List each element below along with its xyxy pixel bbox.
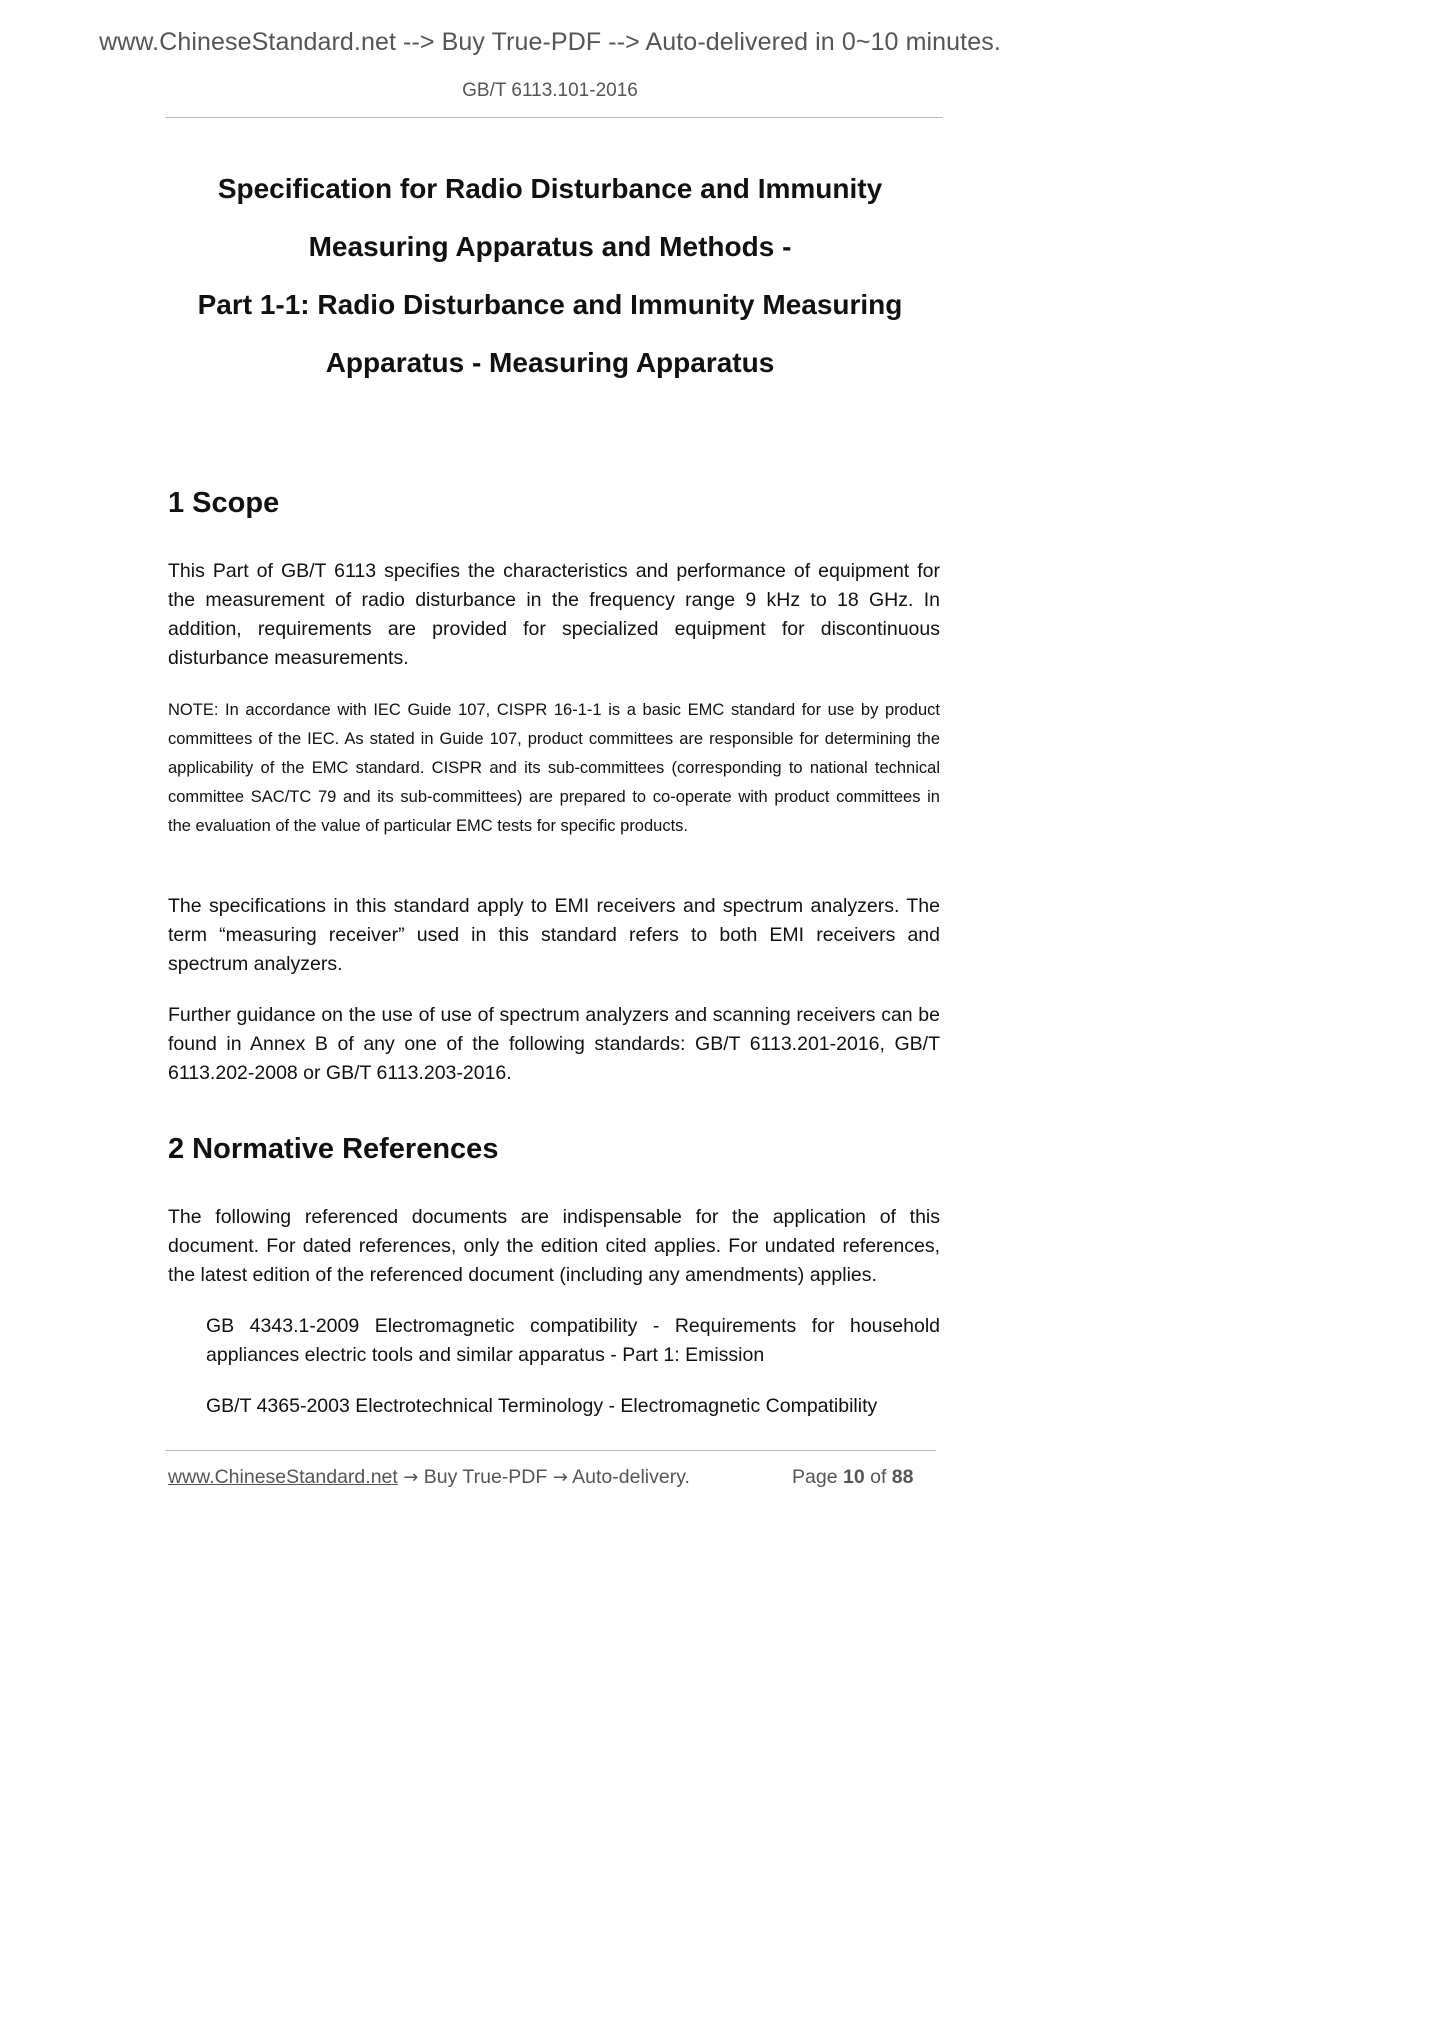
title-line-1: Specification for Radio Disturbance and Immunity (217, 173, 883, 204)
page-number: 10 (842, 1466, 865, 1488)
scope-note: NOTE: In accordance with IEC Guide 107, CISPR 16-1-1 is a basic EMC standard for use by product committees of the IEC. As stated in Guide 107, product committees are responsible for determining the applicability of the EMC standard. CISPR and its sub-committees (corresponding to national technical committee SAC/TC 79 and its sub-committees) are prepared to co-operate with product committees in the evaluation of the value of particular EMC tests for specific products. (168, 701, 940, 835)
scope-paragraph-1: This Part of GB/T 6113 specifies the characteristics and performance of equipment for the measurement of radio disturbance in the frequency range 9 kHz to 18 GHz. In addition, requirements are provided for specialized equipment for discontinuous disturbance measurements. (168, 560, 940, 669)
footer-buy-text: Buy True-PDF (423, 1466, 548, 1488)
document-title (120, 160, 980, 392)
reference-item: GB 4343.1-2009 Electromagnetic compatibility - Requirements for household appliances electric tools and similar apparatus - Part 1: Emission (206, 1315, 940, 1366)
arrow-right-icon: → (552, 1467, 568, 1488)
header-divider (165, 117, 943, 118)
footer-promo (168, 1466, 690, 1489)
section-2-heading: 2 Normative References (168, 1133, 499, 1165)
footer-site-link[interactable]: www.ChineseStandard.net (168, 1466, 398, 1488)
of-label: of (870, 1466, 887, 1488)
footer-divider (165, 1450, 936, 1451)
page-total: 88 (891, 1466, 914, 1488)
section-1-heading: 1 Scope (168, 487, 280, 519)
page-indicator (792, 1466, 913, 1489)
site-banner: www.ChineseStandard.net --> Buy True-PDF --> Auto-delivered in 0~10 minutes. (99, 28, 1001, 56)
title-line-4: Apparatus - Measuring Apparatus (325, 347, 775, 378)
scope-paragraph-2: The specifications in this standard apply to EMI receivers and spectrum analyzers. The term “measuring receiver” used in this standard refers to both EMI receivers and spectrum analyzers. (168, 895, 940, 975)
title-line-2: Measuring Apparatus and Methods - (308, 231, 792, 262)
reference-item: GB/T 4365-2003 Electrotechnical Terminology - Electromagnetic Compatibility (206, 1395, 878, 1417)
references-intro: The following referenced documents are indispensable for the application of this document. For dated references, only the edition cited applies. For undated references, the latest edition of the referenced document (including any amendments) applies. (168, 1206, 940, 1286)
scope-paragraph-3: Further guidance on the use of use of spectrum analyzers and scanning receivers can be found in Annex B of any one of the following standards: GB/T 6113.201-2016, GB/T 6113.202-2008 or GB/T 6113.203-2016. (168, 1004, 940, 1084)
document-id: GB/T 6113.101-2016 (462, 80, 638, 101)
title-line-3: Part 1-1: Radio Disturbance and Immunity Measuring (197, 289, 903, 320)
page-label: Page (792, 1466, 838, 1488)
arrow-right-icon: → (403, 1467, 419, 1488)
footer-delivery-text: Auto-delivery. (572, 1466, 690, 1488)
